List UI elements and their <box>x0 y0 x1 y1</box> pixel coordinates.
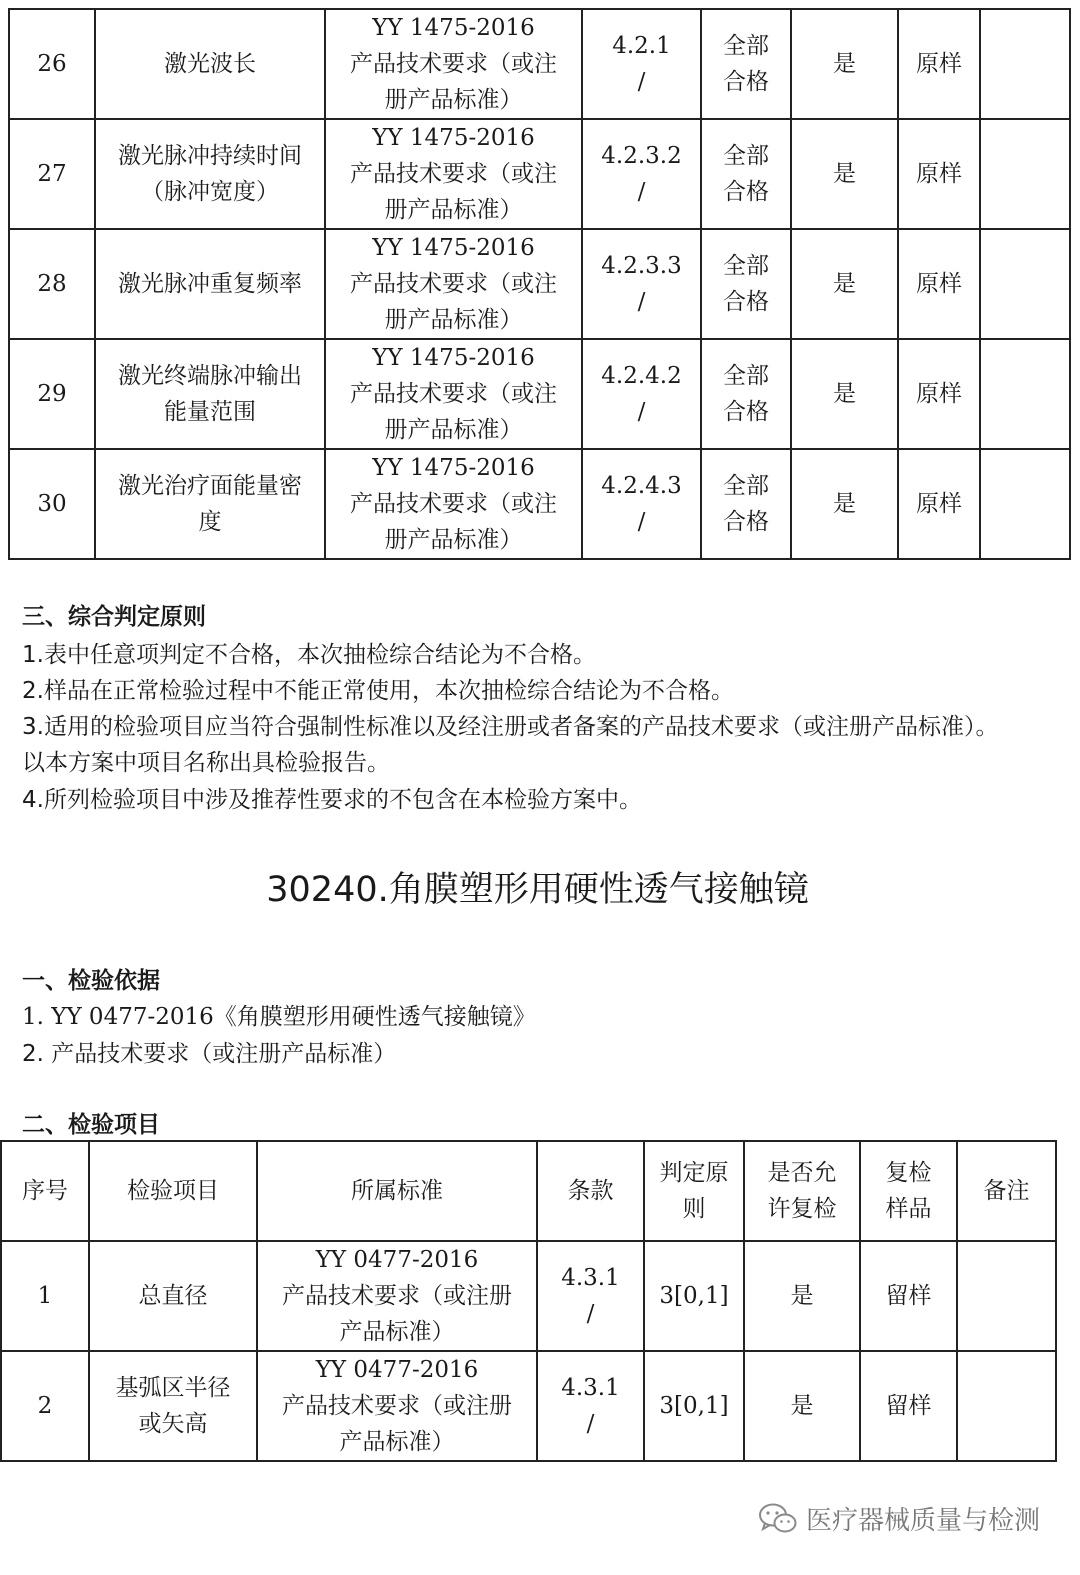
standard: YY 1475-2016 产品技术要求（或注 册产品标准） <box>325 229 582 339</box>
recheck-allowed: 是 <box>744 1241 860 1351</box>
standard: YY 0477-2016 产品技术要求（或注册 产品标准） <box>257 1241 537 1351</box>
standard: YY 1475-2016 产品技术要求（或注 册产品标准） <box>325 339 582 449</box>
clause: 4.2.1 / <box>582 9 701 119</box>
header-cell: 条款 <box>537 1141 644 1241</box>
header-cell: 备注 <box>957 1141 1056 1241</box>
table-row <box>1 1351 1056 1461</box>
judgment: 全部 合格 <box>701 9 791 119</box>
recheck-allowed: 是 <box>791 9 898 119</box>
recheck-sample: 原样 <box>898 449 980 559</box>
row-number: 30 <box>9 449 95 559</box>
clause: 4.2.3.3 / <box>582 229 701 339</box>
note <box>957 1351 1056 1461</box>
clause: 4.2.4.2 / <box>582 339 701 449</box>
principle-line: 2.样品在正常检验过程中不能正常使用，本次抽检综合结论为不合格。 <box>22 678 734 704</box>
section-heading-basis: 一、检验依据 <box>22 968 160 994</box>
note <box>957 1241 1056 1351</box>
header-cell: 是否允 许复检 <box>744 1141 860 1241</box>
header-cell: 序号 <box>1 1141 89 1241</box>
watermark-text: 医疗器械质量与检测 <box>805 1506 1040 1536</box>
judgment: 全部 合格 <box>701 339 791 449</box>
clause: 4.2.4.3 / <box>582 449 701 559</box>
recheck-allowed: 是 <box>744 1351 860 1461</box>
clause: 4.2.3.2 / <box>582 119 701 229</box>
header-cell: 复检 样品 <box>860 1141 957 1241</box>
section-heading-judgment: 三、综合判定原则 <box>22 604 206 630</box>
note <box>980 9 1070 119</box>
inspection-item: 激光波长 <box>95 9 325 119</box>
table-row <box>9 339 1070 449</box>
note <box>980 449 1070 559</box>
table-row <box>9 229 1070 339</box>
inspection-item: 激光治疗面能量密 度 <box>95 449 325 559</box>
standard: YY 1475-2016 产品技术要求（或注 册产品标准） <box>325 119 582 229</box>
clause: 4.3.1 / <box>537 1241 644 1351</box>
note <box>980 229 1070 339</box>
table-row <box>9 9 1070 119</box>
wechat-icon <box>758 1502 798 1536</box>
judgment: 全部 合格 <box>701 119 791 229</box>
header-cell: 判定原 则 <box>644 1141 744 1241</box>
basis-line: 2. 产品技术要求（或注册产品标准） <box>22 1041 397 1067</box>
principle-line: 3.适用的检验项目应当符合强制性标准以及经注册或者备案的产品技术要求（或注册产品标准）。 <box>22 714 999 740</box>
table-row <box>9 449 1070 559</box>
recheck-allowed: 是 <box>791 449 898 559</box>
recheck-sample: 原样 <box>898 339 980 449</box>
judgment: 全部 合格 <box>701 449 791 559</box>
recheck-allowed: 是 <box>791 339 898 449</box>
row-number: 28 <box>9 229 95 339</box>
inspection-item: 激光脉冲持续时间 （脉冲宽度） <box>95 119 325 229</box>
principle-line: 以本方案中项目名称出具检验报告。 <box>22 750 390 776</box>
note <box>980 339 1070 449</box>
clause: 4.3.1 / <box>537 1351 644 1461</box>
row-number: 26 <box>9 9 95 119</box>
principle-line: 1.表中任意项判定不合格，本次抽检综合结论为不合格。 <box>22 642 596 668</box>
basis-line: 1. YY 0477-2016《角膜塑形用硬性透气接触镜》 <box>22 1004 536 1030</box>
principle-line: 4.所列检验项目中涉及推荐性要求的不包含在本检验方案中。 <box>22 787 642 813</box>
recheck-sample: 原样 <box>898 119 980 229</box>
row-number: 1 <box>1 1241 89 1351</box>
table-header-row <box>1 1141 1056 1241</box>
watermark <box>758 1500 1040 1537</box>
judgment: 全部 合格 <box>701 229 791 339</box>
section-heading-items: 二、检验项目 <box>22 1112 160 1138</box>
standard: YY 1475-2016 产品技术要求（或注 册产品标准） <box>325 449 582 559</box>
inspection-item: 基弧区半径 或矢高 <box>89 1351 257 1461</box>
header-cell: 检验项目 <box>89 1141 257 1241</box>
document-title: 30240.角膜塑形用硬性透气接触镜 <box>266 870 809 910</box>
row-number: 2 <box>1 1351 89 1461</box>
inspection-items-table <box>0 1140 1057 1462</box>
recheck-sample: 原样 <box>898 229 980 339</box>
inspection-item: 总直径 <box>89 1241 257 1351</box>
header-cell: 所属标准 <box>257 1141 537 1241</box>
recheck-allowed: 是 <box>791 119 898 229</box>
judgment: 3[0,1] <box>644 1351 744 1461</box>
inspection-table-continued <box>8 8 1071 560</box>
note <box>980 119 1070 229</box>
recheck-sample: 留样 <box>860 1241 957 1351</box>
recheck-sample: 留样 <box>860 1351 957 1461</box>
row-number: 29 <box>9 339 95 449</box>
inspection-item: 激光终端脉冲输出 能量范围 <box>95 339 325 449</box>
row-number: 27 <box>9 119 95 229</box>
standard: YY 1475-2016 产品技术要求（或注 册产品标准） <box>325 9 582 119</box>
table-row <box>9 119 1070 229</box>
table-row <box>1 1241 1056 1351</box>
recheck-sample: 原样 <box>898 9 980 119</box>
standard: YY 0477-2016 产品技术要求（或注册 产品标准） <box>257 1351 537 1461</box>
judgment: 3[0,1] <box>644 1241 744 1351</box>
recheck-allowed: 是 <box>791 229 898 339</box>
inspection-item: 激光脉冲重复频率 <box>95 229 325 339</box>
